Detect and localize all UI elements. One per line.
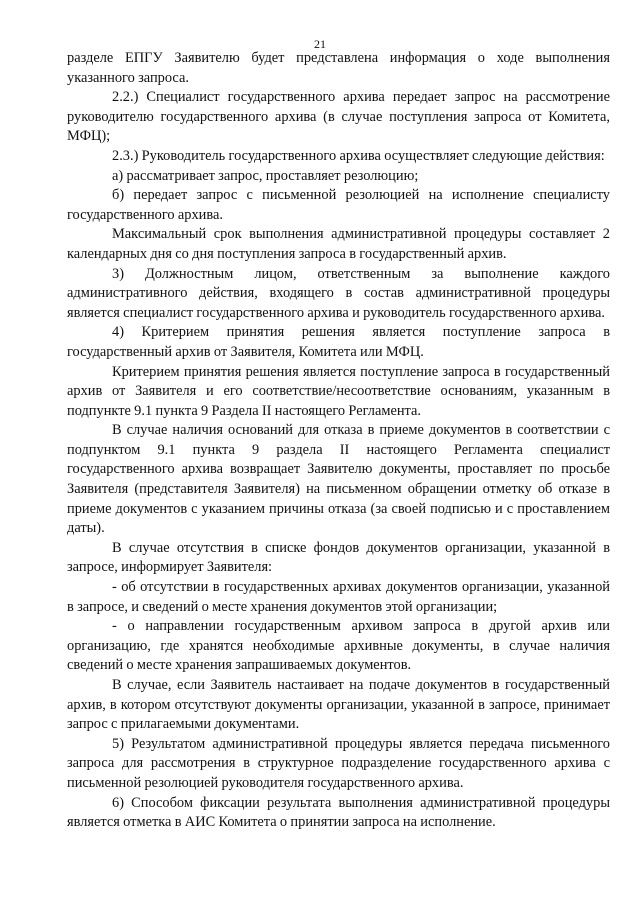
paragraph-3-responsible: 3) Должностным лицом, ответственным за выполнение каждого административного действия, входящего в состав административной процедуры является специалист государственного архива и руководитель государственного архива. [67, 265, 610, 321]
paragraph-4-criterion: 4) Критерием принятия решения является поступление запроса в государственный архив от Заявителя, Комитета или МФЦ. [67, 324, 610, 360]
paragraph-5-result: 5) Результатом административной процедуры является передача письменного запроса для рассмотрения в структурное подразделение государственного архива с письменной резолюцией руководителя государственного архива. [67, 735, 610, 791]
page-number: 21 [314, 37, 326, 51]
paragraph-max-term: Максимальный срок выполнения административной процедуры составляет 2 календарных дня со дня поступления запроса в государственный архив. [67, 226, 610, 262]
paragraph-item-b: б) передает запрос с письменной резолюцией на исполнение специалисту государственного архива. [67, 187, 610, 223]
paragraph-dash-forwarding: - о направлении государственным архивом запроса в другой архив или организацию, где хранятся необходимые архивные документы, в случае наличия сведений о месте хранения запрашиваемых документов. [67, 618, 610, 674]
body-text [67, 49, 610, 833]
paragraph-2-3: 2.3.) Руководитель государственного архива осуществляет следующие действия: [112, 147, 605, 164]
paragraph-missing-funds: В случае отсутствия в списке фондов документов организации, указанной в запросе, информирует Заявителя: [67, 539, 610, 576]
paragraph-item-a: а) рассматривает запрос, проставляет резолюцию; [112, 167, 419, 184]
paragraph-2-2: 2.2.) Специалист государственного архива передает запрос на рассмотрение руководителю государственного архива (в случае поступления запроса от Комитета, МФЦ); [67, 89, 610, 145]
paragraph-refusal-grounds: В случае наличия оснований для отказа в приеме документов в соответствии с подпунктом 9.1 пункта 9 раздела II настоящего Регламента специалист государственного архива возвращает Заявителю документы, проставляет по просьбе Заявителя (представителя Заявителя) на письменном обращении отметку об отказе в приеме документов с указанием причины отказа (за своей подписью и с проставлением даты). [67, 422, 610, 537]
paragraph-criterion-compliance: Критерием принятия решения является поступление запроса в государственный архив от Заявителя и его соответствие/несоответствие основаниям, указанным в подпункте 9.1 пункта 9 Раздела II настоящего Регламента. [67, 363, 610, 419]
paragraph-applicant-insists: В случае, если Заявитель настаивает на подаче документов в государственный архив, в котором отсутствуют документы организации, указанной в запросе, принимает запрос с прилагаемыми документами. [67, 677, 610, 733]
paragraph-dash-absence: - об отсутствии в государственных архивах документов организации, указанной в запросе, и сведений о месте хранения документов этой организации; [67, 579, 610, 615]
paragraph-continuation: разделе ЕПГУ Заявителю будет представлена информация о ходе выполнения указанного запроса. [67, 50, 610, 86]
paragraph-6-fixation: 6) Способом фиксации результата выполнения административной процедуры является отметка в АИС Комитета о принятии запроса на исполнение. [67, 794, 610, 831]
